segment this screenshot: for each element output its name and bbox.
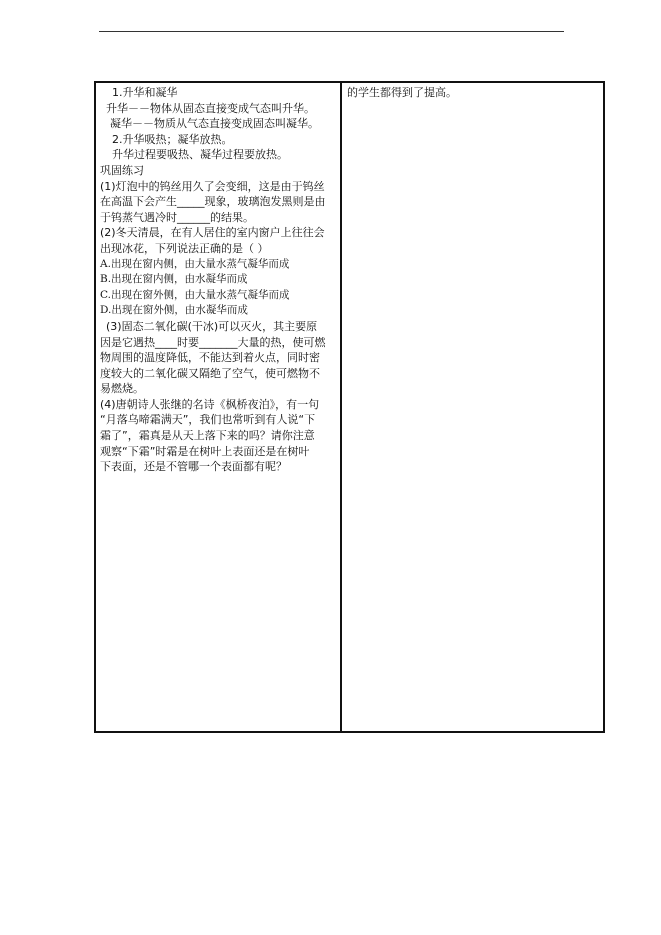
option-a: A.出现在窗内侧，由大量水蒸气凝华而成 <box>100 257 290 270</box>
question-4-line-5: 下表面，还是不管哪一个表面都有呢？ <box>100 460 287 474</box>
exercise-heading: 巩固练习 <box>100 163 144 177</box>
definition-deposition: 凝华－－物质从气态直接变成固态叫凝华。 <box>110 117 319 131</box>
heading-sublimation: 1.升华和凝华 <box>112 86 178 99</box>
content-table <box>94 81 605 733</box>
question-3-line-1: (3)固态二氧化碳(干冰)可以灭火，其主要原 <box>106 319 318 333</box>
option-b: B.出现在窗内侧，由水凝华而成 <box>100 273 248 286</box>
question-2-line-1: (2)冬天清晨，在有人居住的室内窗户上往往会 <box>100 226 325 240</box>
option-c: C.出现在窗外侧，由大量水蒸气凝华而成 <box>100 288 290 301</box>
question-2-line-2: 出现冰花，下列说法正确的是（ ） <box>100 241 269 255</box>
left-column <box>100 85 338 475</box>
definition-sublimation: 升华－－物体从固态直接变成气态叫升华。 <box>106 101 315 115</box>
question-4-line-2: “月落乌啼霜满天”，我们也常听到有人说“下 <box>100 413 316 427</box>
right-column <box>347 85 597 101</box>
question-4-line-1: (4)唐朝诗人张继的名诗《枫桥夜泊》，有一句 <box>100 397 320 411</box>
heat-process-note: 升华过程要吸热、凝华过程要放热。 <box>112 148 288 162</box>
column-divider <box>340 83 342 731</box>
question-1-line-3: 于钨蒸气遇冷时______的结果。 <box>100 210 254 224</box>
right-note: 的学生都得到了提高。 <box>347 86 457 99</box>
question-4-line-4: 观察“下霜”时霜是在树叶上表面还是在树叶 <box>100 444 310 458</box>
question-1-line-2: 在高温下会产生_____现象，玻璃泡发黑则是由 <box>100 195 326 209</box>
question-3-line-2: 因是它遇热____时要_______大量的热，使可燃 <box>100 335 326 349</box>
header-rule <box>99 31 564 32</box>
heat-note: 2.升华吸热；凝华放热。 <box>112 132 233 146</box>
question-1-line-1: (1)灯泡中的钨丝用久了会变细，这是由于钨丝 <box>100 179 325 193</box>
question-3-line-5: 易燃烧。 <box>100 382 144 396</box>
option-d: D.出现在窗外侧，由水凝华而成 <box>100 304 248 317</box>
question-4-line-3: 霜了”，霜真是从天上落下来的吗？请你注意 <box>100 429 315 443</box>
question-3-line-4: 度较大的二氧化碳又隔绝了空气，使可燃物不 <box>100 366 320 380</box>
question-3-line-3: 物周围的温度降低，不能达到着火点，同时密 <box>100 351 320 365</box>
